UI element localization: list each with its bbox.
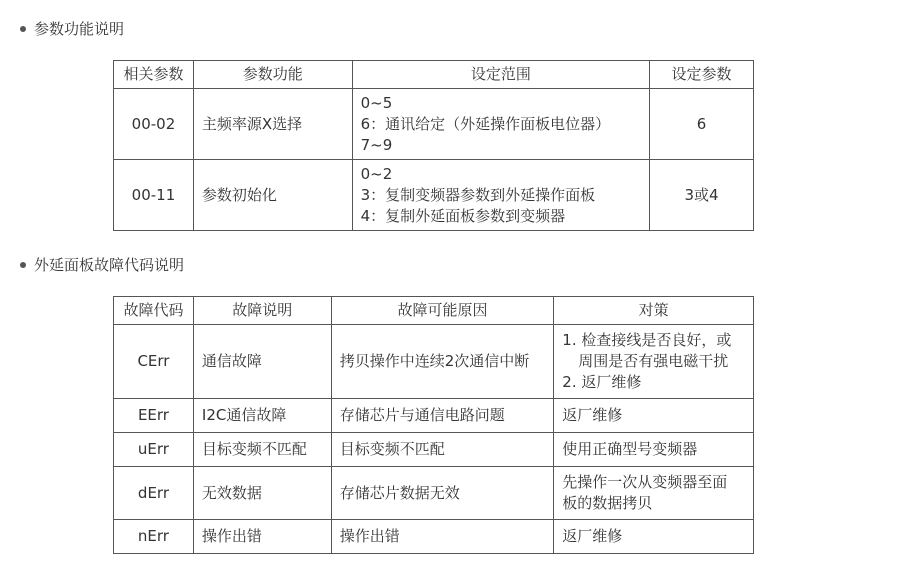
table-row <box>114 89 754 160</box>
fault-desc: I2C通信故障 <box>193 399 331 433</box>
param-range-line: 4：复制外延面板参数到变频器 <box>360 206 566 225</box>
fault-cause: 操作出错 <box>331 520 554 554</box>
param-function: 参数初始化 <box>193 160 352 231</box>
column-header: 对策 <box>554 297 754 325</box>
fault-desc: 无效数据 <box>193 467 331 520</box>
param-code: 00-11 <box>114 160 194 231</box>
column-header: 相关参数 <box>114 61 194 89</box>
param-range-line: 0~2 <box>360 164 393 183</box>
param-range-line: 7~9 <box>360 135 393 154</box>
param-range-line: 3：复制变频器参数到外延操作面板 <box>360 185 596 204</box>
table-row <box>114 433 754 467</box>
param-setting: 3或4 <box>650 160 754 231</box>
fault-remedy-line: 板的数据拷贝 <box>562 494 653 512</box>
param-function: 主频率源X选择 <box>193 89 352 160</box>
fault-remedy: 使用正确型号变频器 <box>554 433 754 467</box>
column-header: 故障可能原因 <box>331 297 554 325</box>
fault-code: uErr <box>114 433 194 467</box>
table-row <box>114 325 754 399</box>
section-title-faults-label: 外延面板故障代码说明 <box>34 256 185 274</box>
param-setting: 6 <box>650 89 754 160</box>
fault-cause: 目标变频不匹配 <box>331 433 554 467</box>
table-row <box>114 399 754 433</box>
param-table <box>113 60 754 231</box>
fault-code: nErr <box>114 520 194 554</box>
fault-desc: 通信故障 <box>193 325 331 399</box>
fault-desc: 操作出错 <box>193 520 331 554</box>
section-title-faults <box>20 254 184 275</box>
table-row <box>114 160 754 231</box>
param-code: 00-02 <box>114 89 194 160</box>
fault-remedy: 返厂维修 <box>554 399 754 433</box>
fault-desc: 目标变频不匹配 <box>193 433 331 467</box>
fault-remedy-line: 周围是否有强电磁干扰 <box>578 352 729 370</box>
column-header: 参数功能 <box>193 61 352 89</box>
fault-table-header <box>114 297 754 325</box>
column-header: 故障代码 <box>114 297 194 325</box>
fault-code: dErr <box>114 467 194 520</box>
fault-remedy-line: 2. 返厂维修 <box>562 373 642 391</box>
fault-cause: 拷贝操作中连续2次通信中断 <box>331 325 554 399</box>
param-range-line: 6：通讯给定（外延操作面板电位器） <box>360 114 611 133</box>
bullet-icon <box>20 26 26 32</box>
fault-cause: 存储芯片与通信电路问题 <box>331 399 554 433</box>
table-row <box>114 520 754 554</box>
fault-remedy <box>554 325 754 399</box>
param-table-header <box>114 61 754 89</box>
param-range <box>352 160 649 231</box>
fault-remedy: 返厂维修 <box>554 520 754 554</box>
column-header: 设定参数 <box>650 61 754 89</box>
bullet-icon <box>20 262 26 268</box>
column-header: 设定范围 <box>352 61 649 89</box>
fault-remedy-line: 1. 检查接线是否良好，或 <box>562 331 732 349</box>
fault-table <box>113 296 754 554</box>
fault-remedy-line: 先操作一次从变频器至面 <box>562 473 728 491</box>
fault-code: EErr <box>114 399 194 433</box>
fault-remedy <box>554 467 754 520</box>
fault-cause: 存储芯片数据无效 <box>331 467 554 520</box>
table-row <box>114 467 754 520</box>
column-header: 故障说明 <box>193 297 331 325</box>
section-title-params-label: 参数功能说明 <box>34 20 125 38</box>
param-range-line: 0~5 <box>360 93 393 112</box>
param-range <box>352 89 649 160</box>
section-title-params <box>20 18 124 39</box>
fault-code: CErr <box>114 325 194 399</box>
